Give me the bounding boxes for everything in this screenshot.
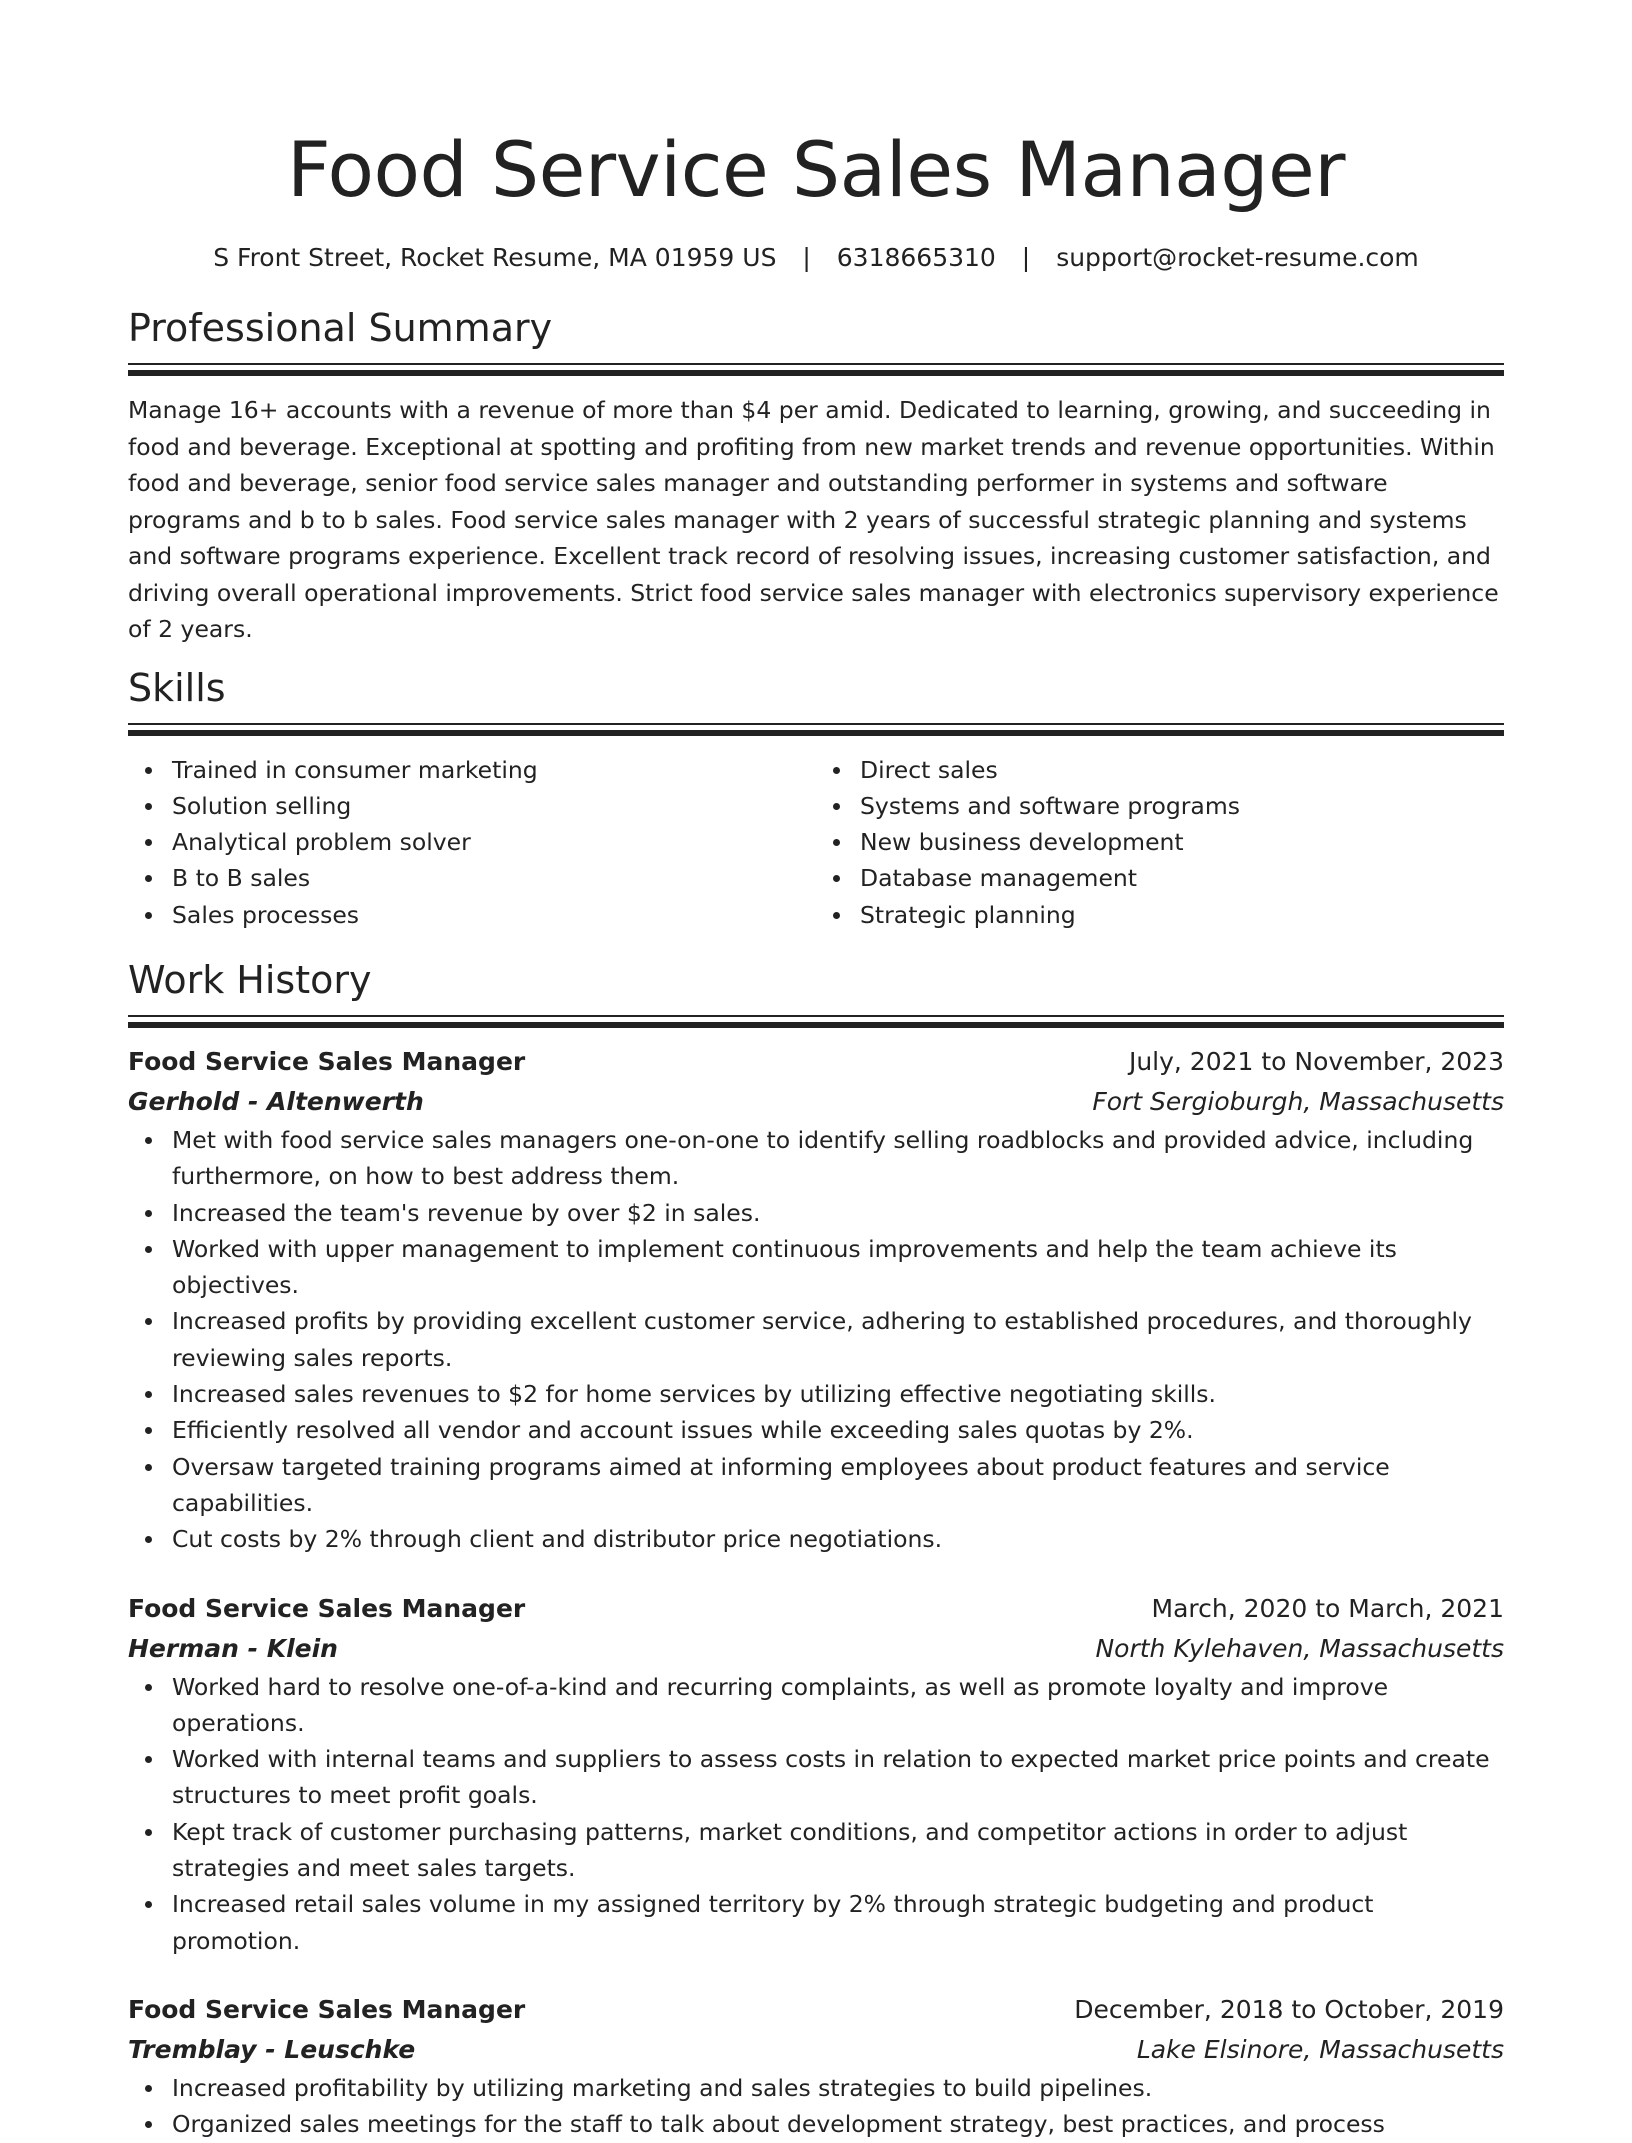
job-location: Lake Elsinore, Massachusetts bbox=[1136, 2034, 1504, 2064]
job-title: Food Service Sales Manager bbox=[128, 1046, 526, 1076]
job-bullet: Efficiently resolved all vendor and account issues while exceeding sales quotas by 2%. bbox=[172, 1412, 1504, 1448]
job-dates: March, 2020 to March, 2021 bbox=[1151, 1593, 1504, 1623]
job-bullet: Increased retail sales volume in my assigned territory by 2% through strategic budgeting and product promotion. bbox=[172, 1886, 1504, 1959]
job-subheader bbox=[128, 1629, 1504, 1669]
contact-phone: 6318665310 bbox=[836, 243, 996, 272]
job-company: Herman - Klein bbox=[128, 1633, 338, 1663]
skill-item: Database management bbox=[860, 860, 1504, 896]
job-header bbox=[128, 1042, 1504, 1082]
summary-section bbox=[128, 303, 1504, 648]
contact-separator: | bbox=[1021, 243, 1031, 272]
job-bullet: Increased profitability by utilizing marketing and sales strategies to build pipelines. bbox=[172, 2070, 1504, 2106]
job-bullet: Kept track of customer purchasing patterns, market conditions, and competitor actions in order to adjust strategies and meet sales targets. bbox=[172, 1814, 1504, 1887]
job-subheader bbox=[128, 2030, 1504, 2070]
summary-heading: Professional Summary bbox=[128, 306, 553, 350]
job-bullet: Oversaw targeted training programs aimed at informing employees about product features and service capabilities. bbox=[172, 1449, 1504, 1522]
skills-heading: Skills bbox=[128, 665, 226, 710]
job-entry bbox=[128, 1589, 1504, 1959]
job-header bbox=[128, 1990, 1504, 2030]
section-divider bbox=[128, 1015, 1504, 1028]
skill-item: New business development bbox=[860, 824, 1504, 860]
skill-item: Solution selling bbox=[172, 788, 816, 824]
work-history-section bbox=[128, 955, 1504, 2143]
job-entry bbox=[128, 1042, 1504, 1558]
contact-email: support@rocket-resume.com bbox=[1056, 243, 1419, 272]
contact-line bbox=[128, 240, 1504, 276]
job-location: Fort Sergioburgh, Massachusetts bbox=[1092, 1086, 1504, 1116]
skill-item: B to B sales bbox=[172, 860, 816, 896]
job-bullet: Organized sales meetings for the staff to talk about development strategy, best practices, and process bbox=[172, 2106, 1504, 2142]
job-bullet-list bbox=[128, 1122, 1504, 1558]
contact-separator: | bbox=[802, 243, 811, 272]
job-entry bbox=[128, 1990, 1504, 2143]
job-company: Gerhold - Altenwerth bbox=[128, 1086, 424, 1116]
skills-list-left bbox=[128, 752, 816, 933]
job-dates: July, 2021 to November, 2023 bbox=[1128, 1046, 1504, 1076]
job-bullet: Increased sales revenues to $2 for home services by utilizing effective negotiating skills. bbox=[172, 1376, 1504, 1412]
contact-address: S Front Street, Rocket Resume, MA 01959 US bbox=[213, 243, 777, 272]
skills-columns bbox=[128, 752, 1504, 933]
skill-item: Strategic planning bbox=[860, 897, 1504, 933]
skills-section bbox=[128, 663, 1504, 933]
section-divider bbox=[128, 723, 1504, 736]
job-bullet: Met with food service sales managers one-on-one to identify selling roadblocks and provided advice, including furthermore, on how to best address them. bbox=[172, 1122, 1504, 1195]
job-bullet: Worked hard to resolve one-of-a-kind and recurring complaints, as well as promote loyalty and improve operations. bbox=[172, 1669, 1504, 1742]
job-bullet-list bbox=[128, 1669, 1504, 1959]
summary-text: Manage 16+ accounts with a revenue of more than $4 per amid. Dedicated to learning, growing, and succeeding in food and beverage. Exceptional at spotting and profiting from new market trends and revenue opportunities. Within food and beverage, senior food service sales manager and outstanding performer in systems and software programs and b to b sales. Food service sales manager with 2 years of successful strategic planning and systems and software programs experience. Excellent track record of resolving issues, increasing customer satisfaction, and driving overall operational improvements. Strict food service sales manager with electronics supervisory experience of 2 years. bbox=[128, 396, 1499, 643]
job-bullet: Cut costs by 2% through client and distributor price negotiations. bbox=[172, 1521, 1504, 1557]
skill-item: Trained in consumer marketing bbox=[172, 752, 816, 788]
section-divider bbox=[128, 363, 1504, 376]
skills-list-right bbox=[816, 752, 1504, 933]
job-company: Tremblay - Leuschke bbox=[128, 2034, 416, 2064]
job-bullet: Increased profits by providing excellent customer service, adhering to established procedures, and thoroughly reviewing sales reports. bbox=[172, 1303, 1504, 1376]
job-dates: December, 2018 to October, 2019 bbox=[1074, 1994, 1504, 2024]
job-header bbox=[128, 1589, 1504, 1629]
job-title: Food Service Sales Manager bbox=[128, 1994, 526, 2024]
work-history-heading: Work History bbox=[128, 957, 372, 1002]
skill-item: Analytical problem solver bbox=[172, 824, 816, 860]
job-bullet: Worked with upper management to implement continuous improvements and help the team achieve its objectives. bbox=[172, 1231, 1504, 1304]
job-location: North Kylehaven, Massachusetts bbox=[1095, 1633, 1504, 1663]
resume-title: Food Service Sales Manager bbox=[286, 125, 1345, 214]
skill-item: Sales processes bbox=[172, 897, 816, 933]
skill-item: Systems and software programs bbox=[860, 788, 1504, 824]
job-bullet: Worked with internal teams and suppliers to assess costs in relation to expected market price points and create structures to meet profit goals. bbox=[172, 1741, 1504, 1814]
skill-item: Direct sales bbox=[860, 752, 1504, 788]
job-subheader bbox=[128, 1082, 1504, 1122]
job-bullet-list bbox=[128, 2070, 1504, 2143]
job-title: Food Service Sales Manager bbox=[128, 1593, 526, 1623]
job-bullet: Increased the team's revenue by over $2 in sales. bbox=[172, 1195, 1504, 1231]
